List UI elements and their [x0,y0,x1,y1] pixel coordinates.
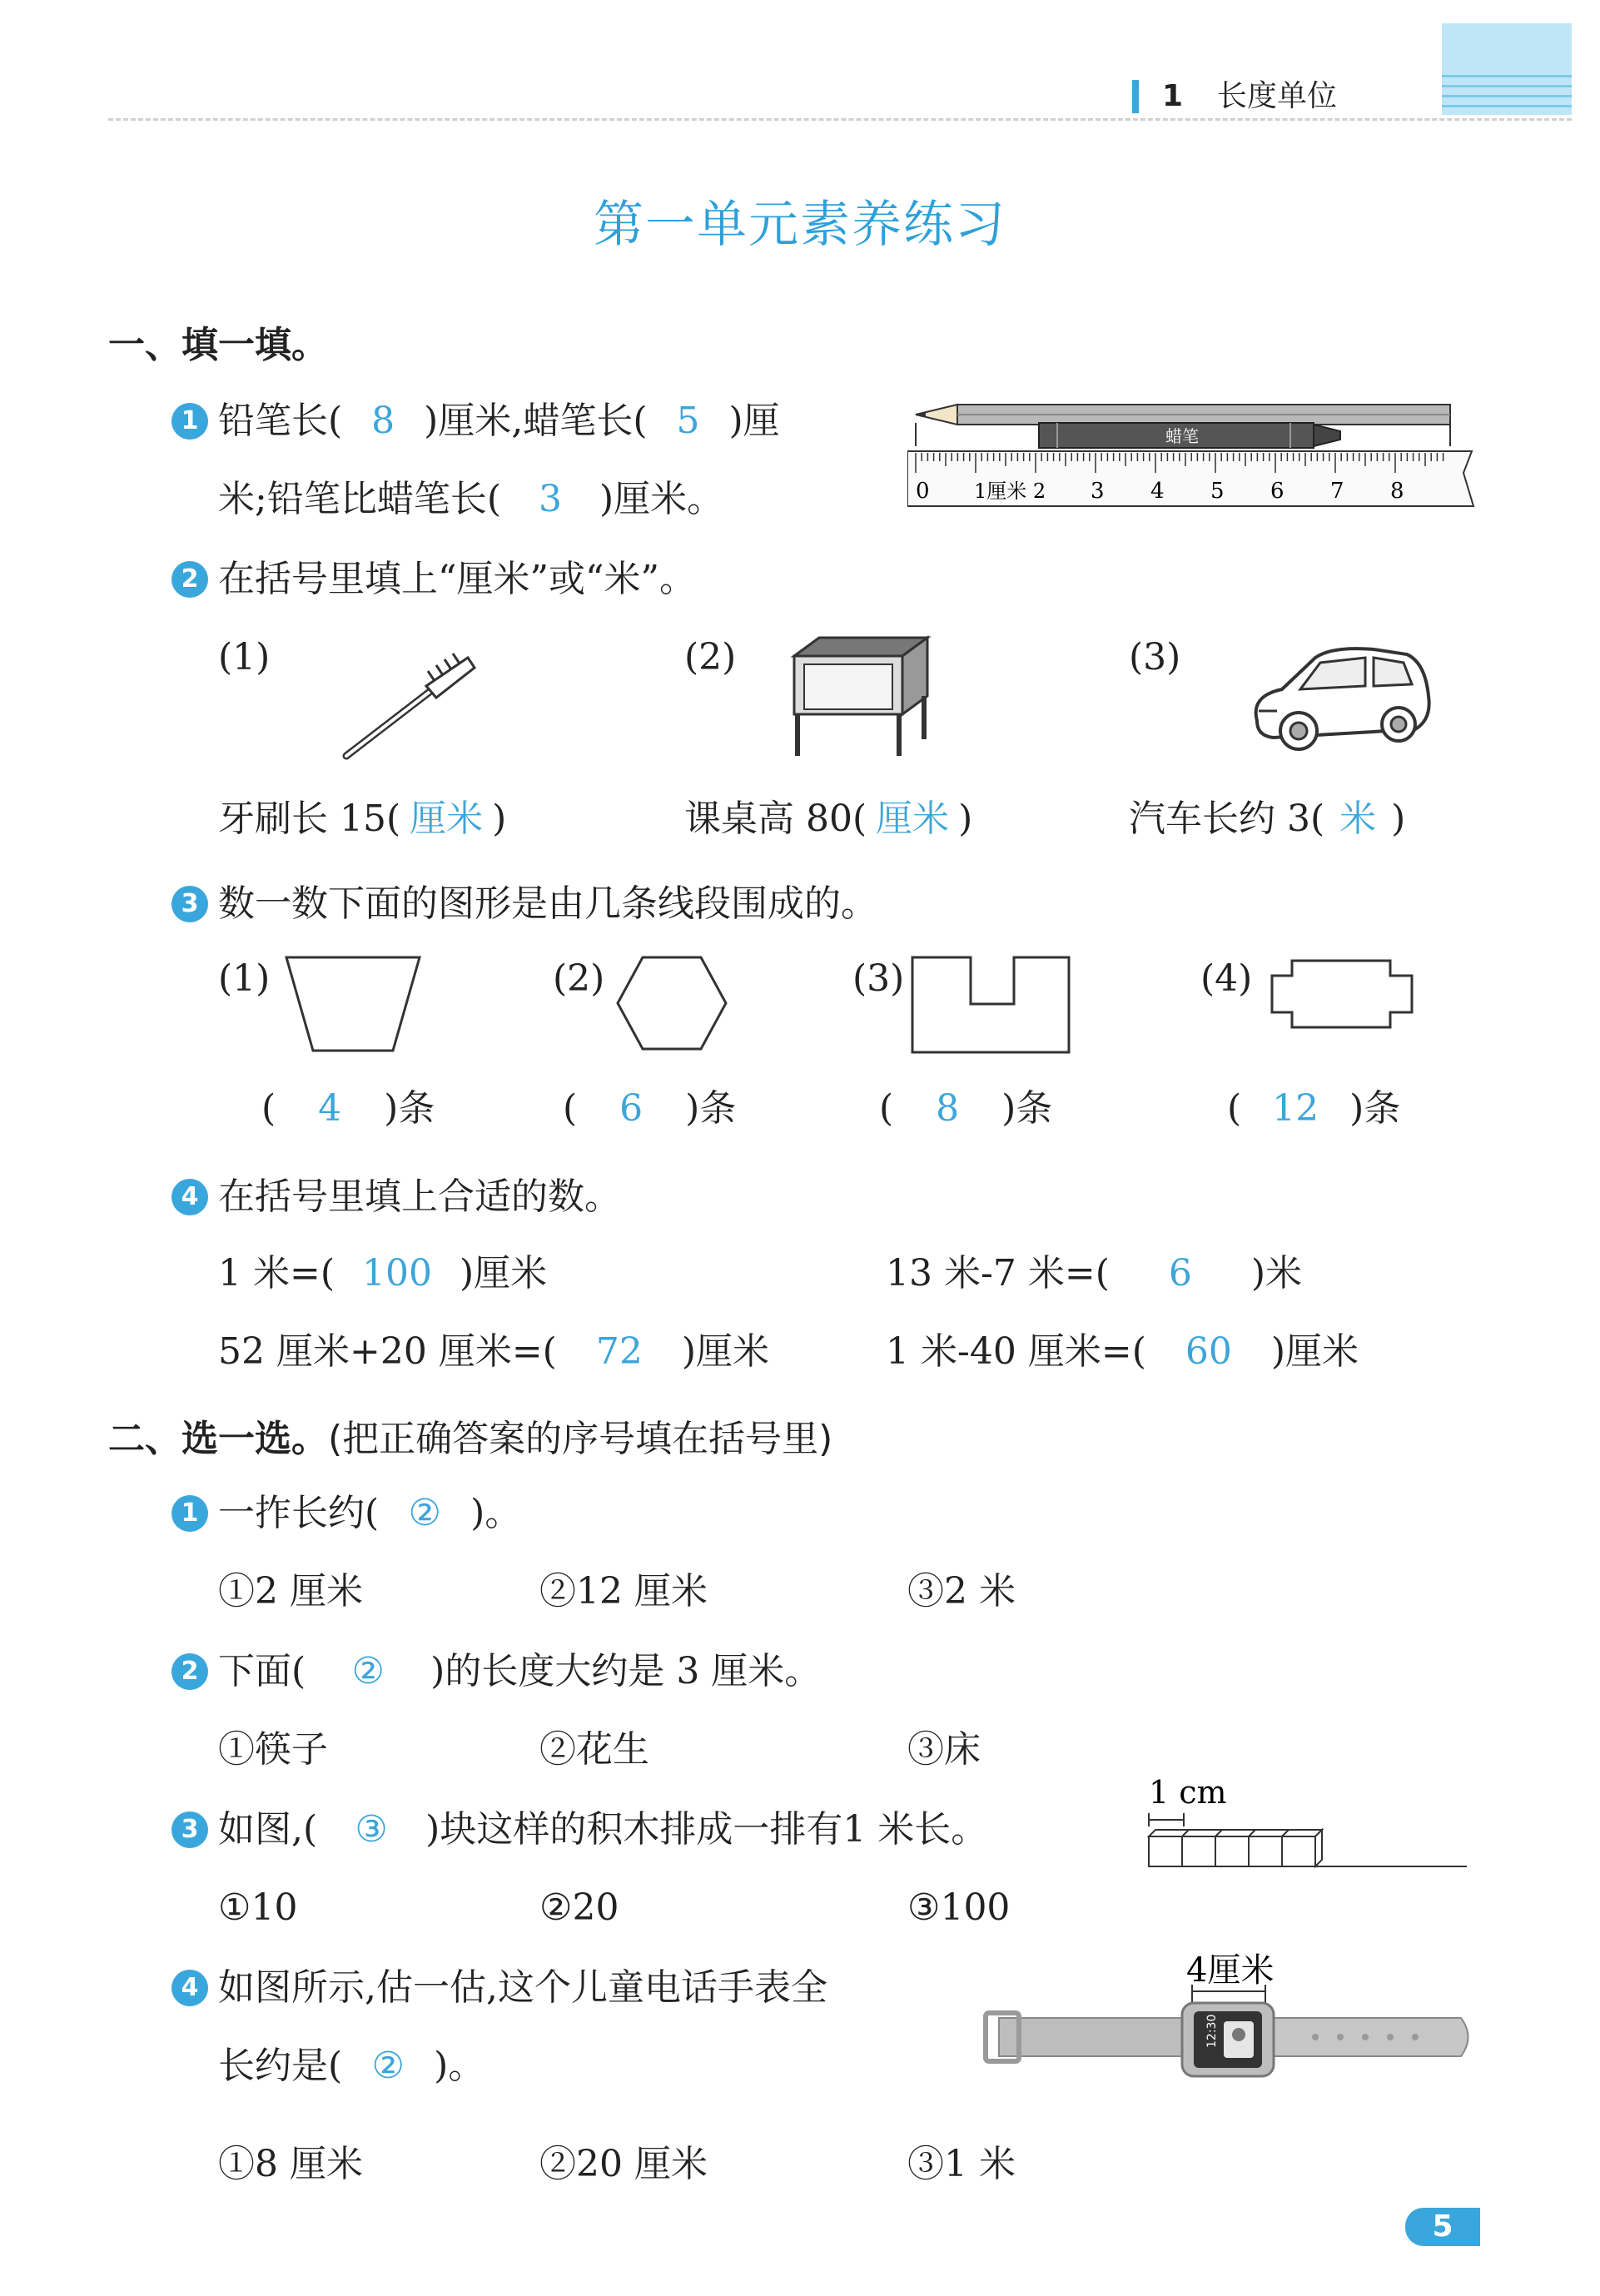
page-title: 第一单元素养练习 [594,196,1006,254]
q4-text: 在括号里填上合适的数。 [218,1175,621,1218]
q3-answer-1 [261,1086,435,1132]
text: 米;铅笔比蜡笔长( [218,478,501,520]
answer: 6 [619,1087,643,1130]
q3-item-label: (1) [218,957,271,1000]
text: )条 [1001,1087,1053,1130]
text: 如图,( [218,1808,318,1851]
text: ( [1227,1087,1242,1130]
option: ③床 [907,1728,981,1771]
option: ①2 厘米 [218,1570,363,1613]
crayon-illustration [1039,423,1340,448]
q4-row [886,1250,1302,1297]
text: )厘米,蜡笔长( [424,400,648,442]
ruler-tick-label: 5 [1210,479,1225,504]
s2-q1-text [218,1490,521,1537]
text: )。 [470,1492,522,1534]
question-number: 1 [171,1495,208,1532]
heading-sub: (把正确答案的序号填在括号里) [328,1418,833,1460]
option: ②20 [539,1886,619,1929]
q2-item-label: (1) [218,636,271,678]
trapezoid-shape [280,949,430,1057]
header-accent-bar [1132,80,1139,113]
s2-q2-text [218,1648,821,1695]
text: ) [1391,798,1406,840]
s2-q3-text [218,1806,987,1853]
question-number: 4 [171,1179,208,1215]
text: ) [958,798,973,840]
text: 牙刷长 15( [218,798,401,840]
text: )厘米 [1270,1330,1359,1373]
option: ①筷子 [218,1728,328,1771]
question-number: 1 [171,403,208,440]
text: ( [879,1087,894,1130]
notched-rectanglearea-shape [909,952,1076,1057]
question-number: 4 [171,1970,208,2006]
ruler-tick-label: 7 [1330,479,1344,504]
q3-answer-3 [879,1086,1052,1132]
watch-figure [982,1950,1482,2100]
q2-item-label: (2) [684,636,737,678]
section1-heading: 一、填一填。 [108,324,328,366]
answer: 60 [1185,1330,1232,1373]
s2-q4-line1: 如图所示,估一估,这个儿童电话手表全 [218,1966,827,2009]
q1-line2 [218,476,723,523]
section2-heading [108,1409,832,1462]
option: ②花生 [539,1728,649,1771]
q3-text: 数一数下面的图形是由几条线段围成的。 [218,882,877,925]
q3-answer-2 [563,1086,736,1132]
option: ③100 [907,1886,1011,1929]
header-divider [108,118,1572,121]
text: )条 [1349,1087,1401,1130]
option: ①10 [218,1886,298,1929]
text: 1 米=( [218,1252,335,1295]
unit-number: 1 [1162,79,1184,113]
crayon-label: 蜡笔 [1165,426,1199,446]
answer: 4 [318,1087,342,1130]
watch-size-label: 4厘米 [1186,1951,1275,1990]
text: 1 米-40 厘米=( [886,1330,1146,1373]
question-number: 3 [171,886,208,922]
answer-crayon: 5 [676,400,700,442]
text: 课桌高 80( [684,798,867,840]
text: 汽车长约 3( [1129,798,1325,840]
text: )米 [1250,1252,1303,1295]
option: ②12 厘米 [539,1570,708,1613]
text: )。 [434,2045,485,2087]
q4-row [886,1329,1359,1375]
blocks-figure [1140,1772,1473,1875]
question-number: 2 [171,1653,208,1690]
answer: 米 [1339,798,1377,840]
desk-icon [786,631,936,773]
ruler-tick-label: 0 [916,479,930,504]
text: 下面( [218,1650,306,1692]
q4-row [218,1329,769,1375]
toothbrush-icon [333,648,483,764]
text: ) [492,798,507,840]
ruler-tick-label: 3 [1091,479,1105,504]
watch-time: 12:30 [1205,2014,1219,2048]
ruler-illustration [907,451,1473,506]
cross-shape [1269,954,1419,1034]
text: )块这样的积木排成一排有1 米长。 [425,1808,988,1851]
q2-item-3 [1129,796,1405,842]
answer-diff: 3 [539,478,562,520]
q1-line1 [218,398,780,445]
ruler-tick-label: 6 [1270,479,1284,504]
text: )厘米 [681,1330,770,1373]
option: ①8 厘米 [218,2143,363,2185]
header-decoration [1442,23,1572,115]
text: 铅笔长( [218,400,343,442]
option: ③2 米 [907,1570,1016,1613]
ruler-tick-label: 8 [1390,479,1404,504]
answer: 72 [595,1330,643,1373]
q2-text: 在括号里填上“厘米”或“米”。 [218,558,696,600]
heading-text: 二、选一选。 [108,1418,328,1460]
q4-row [218,1250,547,1297]
text: ( [563,1087,578,1130]
text: 52 厘米+20 厘米=( [218,1330,557,1373]
answer: ② [408,1492,441,1534]
text: )厘米。 [599,478,724,520]
text: )厘米 [460,1252,548,1295]
hexagon-shape [614,951,731,1056]
car-icon [1240,638,1440,763]
q3-item-label: (4) [1200,957,1253,1000]
answer: 厘米 [410,798,484,840]
page-number: 5 [1405,2208,1480,2246]
q3-item-label: (3) [852,957,905,1000]
option: ②20 厘米 [539,2143,708,2185]
text: 长约是( [218,2045,343,2087]
text: ( [261,1087,276,1130]
question-number: 2 [171,561,208,598]
watch-face [1182,2003,1274,2076]
blocks-label: 1 cm [1149,1774,1227,1811]
text: 13 米-7 米=( [886,1252,1110,1295]
ruler-tick-label: 4 [1150,479,1165,504]
q2-item-2 [684,796,972,842]
q2-item-1 [218,796,506,842]
answer: 8 [936,1087,960,1130]
q3-item-label: (2) [553,957,605,1000]
unit-title: 长度单位 [1217,79,1338,113]
text: )的长度大约是 3 厘米。 [430,1650,822,1692]
text: )条 [685,1087,737,1130]
option: ③1 米 [907,2143,1016,2185]
ruler-tick-label: 1厘米 2 [974,480,1046,503]
answer: 12 [1272,1087,1319,1130]
answer-pencil: 8 [371,400,395,442]
answer: ② [351,1650,385,1692]
text: )厘 [728,400,780,442]
answer: ③ [355,1808,388,1851]
q3-answer-4 [1227,1086,1400,1132]
text: 一拃长约( [218,1492,380,1534]
question-number: 3 [171,1811,208,1848]
answer: 厘米 [876,798,950,840]
answer: 6 [1168,1252,1192,1295]
answer: ② [371,2045,405,2087]
ruler-figure [907,390,1482,514]
s2-q4-line2 [218,2043,484,2090]
text: )条 [384,1087,435,1130]
q2-item-label: (3) [1129,636,1181,678]
answer: 100 [362,1252,432,1295]
